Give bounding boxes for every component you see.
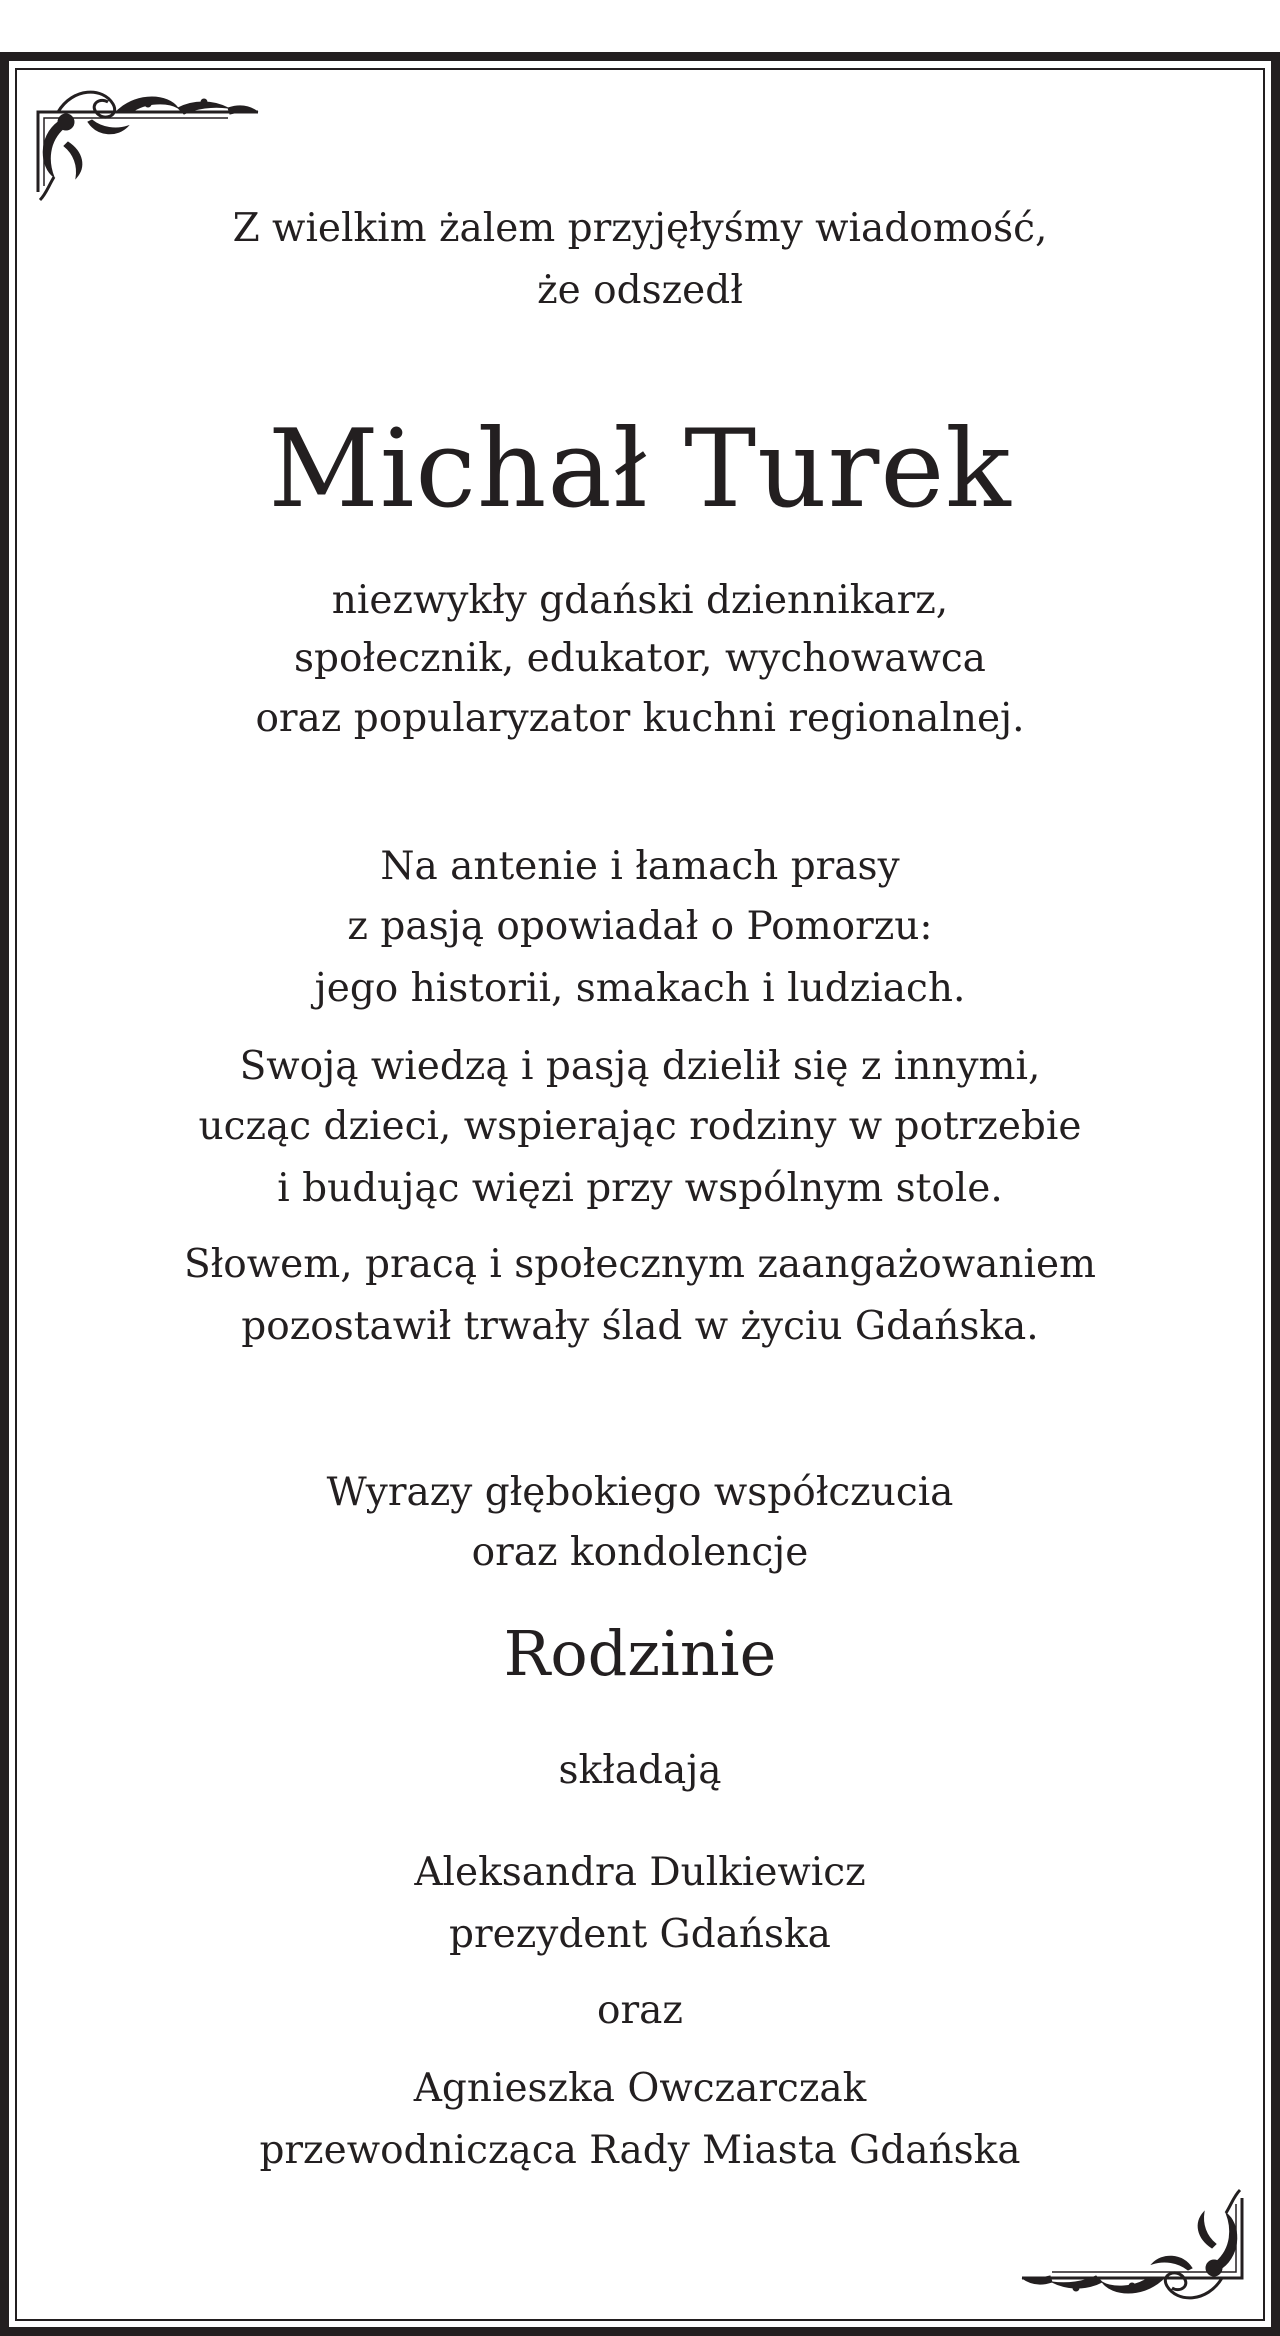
deceased-name: Michał Turek	[268, 407, 1012, 532]
signatory-conjunction: oraz	[597, 1988, 683, 2033]
paragraph-line: Słowem, pracą i społecznym zaangażowaniem	[183, 1242, 1097, 1287]
paragraph-line: pozostawił trwały ślad w życiu Gdańska.	[241, 1304, 1039, 1349]
paragraph-line: ucząc dzieci, wspierając rodziny w potrzebie	[198, 1104, 1082, 1149]
paragraph-line: jego historii, smakach i ludziach.	[314, 966, 966, 1011]
paragraph-line: z pasją opowiadał o Pomorzu:	[347, 904, 933, 949]
description-line: niezwykły gdański dziennikarz,	[331, 578, 949, 623]
description-line: społecznik, edukator, wychowawca	[294, 636, 986, 681]
floral-corner-ornament-icon	[28, 82, 268, 202]
paragraph-line: Swoją wiedzą i pasją dzielił się z innymi,	[239, 1044, 1041, 1089]
description-line: oraz popularyzator kuchni regionalnej.	[255, 696, 1025, 741]
signatory-name: Aleksandra Dulkiewicz	[414, 1850, 866, 1895]
floral-corner-ornament-icon	[1012, 2188, 1252, 2308]
signatory-title: prezydent Gdańska	[449, 1912, 831, 1957]
paragraph-line: Na antenie i łamach prasy	[380, 844, 900, 889]
condolences-line: oraz kondolencje	[471, 1530, 809, 1575]
signatory-title: przewodnicząca Rady Miasta Gdańska	[259, 2128, 1021, 2173]
paragraph-line: i budując więzi przy wspólnym stole.	[277, 1166, 1003, 1211]
intro-line: Z wielkim żalem przyjęłyśmy wiadomość,	[232, 206, 1048, 251]
condolences-line: Wyrazy głębokiego współczucia	[326, 1470, 954, 1515]
signatory-name: Agnieszka Owczarczak	[413, 2066, 867, 2111]
condolences-verb: składają	[558, 1748, 722, 1793]
intro-line: że odszedł	[537, 268, 743, 313]
condolences-recipient: Rodzinie	[503, 1617, 777, 1690]
